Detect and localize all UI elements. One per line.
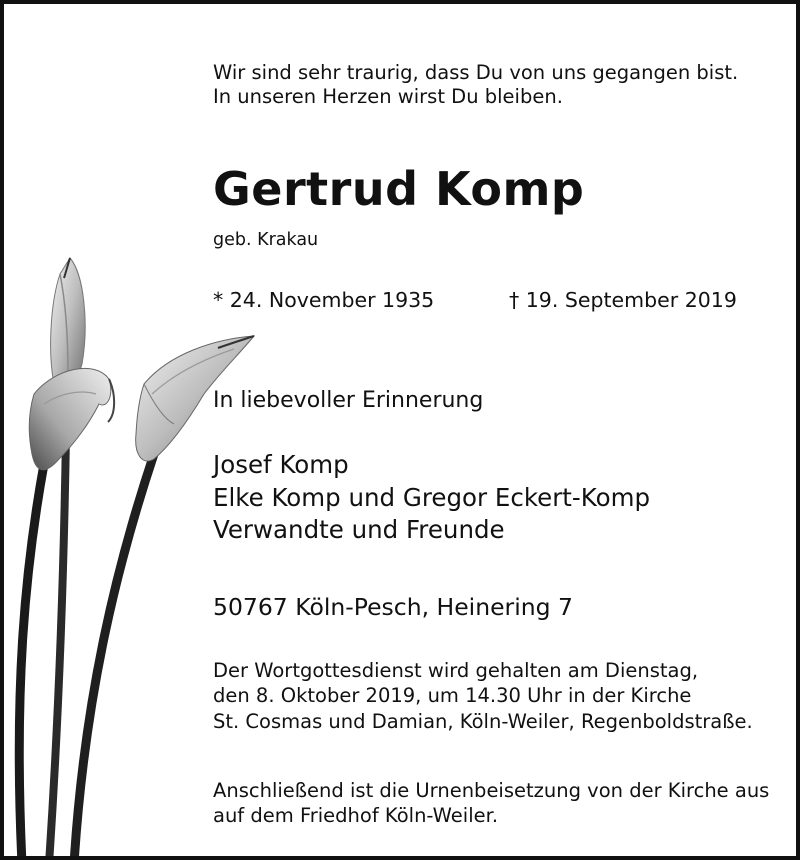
service-line: den 8. Oktober 2019, um 14.30 Uhr in der Kirche bbox=[213, 684, 692, 708]
calla-lilies-icon bbox=[4, 244, 274, 860]
intro-line: Wir sind sehr traurig, dass Du von uns gegangen bist. bbox=[213, 61, 739, 84]
burial-line: Anschließend ist die Urnenbeisetzung von der Kirche aus bbox=[213, 779, 770, 802]
burial-info bbox=[213, 778, 769, 829]
birth-name: geb. Krakau bbox=[213, 230, 319, 250]
mourner-name: Elke Komp und Gregor Eckert-Komp bbox=[213, 482, 651, 512]
burial-line: auf dem Friedhof Köln-Weiler. bbox=[213, 804, 499, 828]
intro-line: In unseren Herzen wirst Du bleiben. bbox=[213, 85, 563, 109]
mourners-list bbox=[213, 449, 650, 547]
service-info bbox=[213, 658, 753, 734]
service-line: Der Wortgottesdienst wird gehalten am Dienstag, bbox=[213, 659, 699, 682]
death-date: † 19. September 2019 bbox=[509, 288, 737, 312]
memory-line: In liebevoller Erinnerung bbox=[213, 388, 484, 413]
service-line: St. Cosmas und Damian, Köln-Weiler, Regenboldstraße. bbox=[213, 709, 753, 733]
mourner-name: Josef Komp bbox=[213, 450, 349, 479]
family-address: 50767 Köln-Pesch, Heinering 7 bbox=[213, 593, 573, 621]
intro-text bbox=[213, 61, 738, 110]
birth-date: * 24. November 1935 bbox=[213, 288, 435, 312]
mourner-name: Verwandte und Freunde bbox=[213, 515, 505, 545]
deceased-name: Gertrud Komp bbox=[213, 162, 585, 216]
